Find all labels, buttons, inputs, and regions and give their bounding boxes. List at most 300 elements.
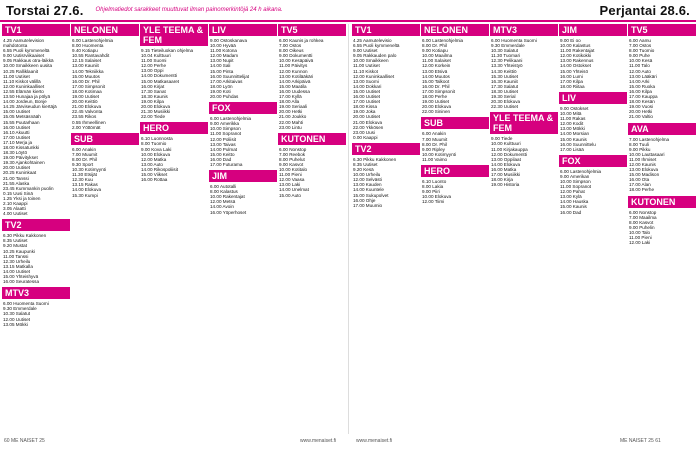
program-listing: 9.00 Amerikka bbox=[210, 121, 240, 127]
right-date-title: Perjantai 28.6. bbox=[599, 2, 690, 18]
program-listing: 20.25 Kuninkaat bbox=[3, 170, 37, 176]
channel-section bbox=[421, 165, 489, 204]
channel-heading: LIV bbox=[209, 24, 277, 36]
program-listing: 7.00 Reebok bbox=[279, 151, 306, 157]
program-listing: 3.05 Alaatti bbox=[3, 206, 26, 212]
program-listing: 6.00 Nonstop bbox=[279, 146, 307, 152]
program-listing: 17.00 Futurama bbox=[210, 161, 243, 167]
program-listing: 9.00 Uutisrviikaaiset bbox=[3, 53, 45, 59]
left-footer bbox=[4, 438, 45, 444]
program-listing: 11.00 Talo bbox=[629, 63, 650, 69]
channel-heading: TV5 bbox=[628, 24, 696, 36]
program-listing: 16.00 Dad bbox=[210, 156, 232, 162]
program-listing: 19.00 Historia bbox=[491, 182, 520, 188]
program-listing: 13.00 Suomi bbox=[353, 78, 379, 84]
program-listing: 10.00 Rakentajat bbox=[210, 194, 245, 200]
program-listing: 9.40 Kotiapu bbox=[72, 48, 98, 54]
program-listing: 9.30 Sport bbox=[72, 161, 94, 167]
program-listing: 18.00 Lyön bbox=[210, 83, 233, 89]
program-listing: 13.15 Matkalla bbox=[3, 263, 33, 269]
program-listing: 13.00 Kylä bbox=[560, 194, 582, 200]
program-listing: 13.00 Laki bbox=[279, 182, 301, 188]
right-footer bbox=[620, 438, 661, 444]
program-listing: 13.00 Oppilaat bbox=[491, 156, 521, 162]
program-listing: 14.00 Sali bbox=[210, 63, 231, 69]
program-listing: 6.00 Anakin bbox=[72, 146, 97, 152]
program-listing: 9.20 Mustat bbox=[3, 243, 28, 249]
channel-section bbox=[2, 24, 70, 216]
program-listing: 14.00 Arki bbox=[629, 78, 650, 84]
program-listing: 6.55 Puoli kymmeneltä bbox=[353, 43, 400, 49]
program-listing: 18.30 Kaunis bbox=[141, 93, 168, 99]
program-listing: 13.00 Kotilääkäri bbox=[279, 73, 314, 79]
left-page-header bbox=[0, 0, 348, 20]
program-listing: 16.00 Dr. Phil bbox=[72, 78, 100, 84]
program-listing: 12.00 Auto bbox=[629, 68, 651, 74]
program-listing: 17.00 Muumio bbox=[353, 202, 383, 208]
program-listing: 11.10 Kiskot välillä bbox=[3, 78, 41, 84]
program-listing: 17.30 Salatut bbox=[491, 83, 519, 89]
program-listing: 17.10 Merja ja bbox=[3, 139, 33, 145]
program-listing: 11.00 Sopranot bbox=[210, 131, 242, 137]
program-listing: 22.00 Sininen bbox=[422, 109, 451, 115]
program-listing: 16.00 Ohje bbox=[353, 197, 376, 203]
program-listing: 21.00 Elokuva bbox=[72, 104, 102, 110]
listing-column bbox=[559, 24, 627, 434]
program-listing: 17.00 Simpsonit bbox=[422, 88, 455, 94]
program-listing: 6.10 Luonto bbox=[422, 178, 447, 184]
program-listing: 12.00 Selvästi bbox=[353, 177, 382, 183]
program-listing: 16.00 Uudessa bbox=[279, 88, 310, 94]
program-listing: 10.30 Kotimyynti bbox=[72, 167, 106, 173]
program-listing: 15.00 Matkasaaret bbox=[141, 78, 180, 84]
program-listing: 10.00 Simpson bbox=[560, 178, 591, 184]
program-listing: 12.00 Korkein bbox=[422, 63, 451, 69]
program-listing: 14.00 Dokumentti bbox=[141, 73, 178, 79]
program-listing: 6.00 Lastenohjelmia bbox=[210, 116, 252, 122]
right-page-header bbox=[348, 0, 696, 20]
program-listing: 10.00 Mitä bbox=[560, 111, 582, 117]
listing-column bbox=[71, 24, 139, 434]
program-listing: 9.00 Puhelin bbox=[629, 224, 655, 230]
program-listing: 20.00 Puhdas bbox=[210, 94, 239, 100]
channel-heading: KUTONEN bbox=[278, 133, 346, 145]
program-listing: 19.00 Uutiset bbox=[72, 94, 100, 100]
program-listing: 9.30 Emmerdale bbox=[3, 306, 37, 312]
channel-heading: MTV3 bbox=[490, 24, 558, 36]
program-listing: 12.00 Dokumentti bbox=[491, 151, 528, 157]
program-listing: 12.30 Pelikaani bbox=[491, 58, 523, 64]
program-listing: 6.00 Lastenohjelmia bbox=[422, 38, 464, 43]
program-listing: 18.00 Perhe bbox=[422, 94, 448, 100]
program-listing: 15.00 Madison bbox=[629, 172, 660, 178]
program-listing: 7.00 Maailma bbox=[629, 214, 657, 220]
program-listing: 14.30 Keittiö bbox=[491, 68, 517, 74]
program-listing: 17.00 Kyllä bbox=[279, 94, 302, 100]
program-listing: 10.00 Kalastus bbox=[560, 43, 591, 49]
program-listing: 15.30 Kumpi bbox=[72, 192, 98, 198]
program-listing: 10.30 Salatut bbox=[3, 311, 31, 317]
channel-section bbox=[421, 24, 489, 114]
program-listing: 20.00 Keittiö bbox=[72, 99, 98, 105]
channel-section bbox=[278, 133, 346, 198]
program-listing: 12.30 Kuu bbox=[72, 177, 93, 183]
program-listing: 15.05 Metsäsnääh bbox=[3, 114, 41, 120]
program-listing: 16.00 Uutiset bbox=[353, 94, 381, 100]
program-listing: 23.00 Uusi bbox=[353, 129, 375, 135]
program-listing: 20.00 Uutiset bbox=[3, 165, 31, 171]
program-listing: 10.00 Elokuva bbox=[422, 194, 452, 200]
program-listing: 12.00 Kuninkaalliset bbox=[3, 83, 45, 89]
center-left-url: www.menaiset.fi bbox=[300, 438, 337, 444]
program-listing: 10.04 Kulttuuri bbox=[141, 53, 171, 59]
program-listing: 16.00 Dr. Phil bbox=[422, 83, 450, 89]
channel-heading: MTV3 bbox=[2, 287, 70, 299]
program-listing: 12.00 Matka bbox=[141, 156, 167, 162]
center-right-url: www.menaiset.fi bbox=[356, 438, 393, 444]
program-listing: 8.00 Puhelut bbox=[279, 156, 305, 162]
channel-section bbox=[352, 143, 420, 208]
program-listing: 9.05 Rakkaus otra-läikkä bbox=[3, 58, 54, 64]
program-listing: 12.00 Madam bbox=[210, 53, 239, 59]
program-listing: 14.00 Jordeun, Bonje bbox=[3, 99, 47, 105]
channel-heading: JIM bbox=[559, 24, 627, 36]
program-listing: 13.00 Elokuva bbox=[629, 167, 659, 173]
program-listing: 22.00 Ykkösen bbox=[353, 124, 384, 130]
program-listing: 12.00 Metsä bbox=[210, 199, 236, 205]
program-listing: 22.00 Mahti bbox=[279, 119, 304, 125]
program-listing: 13.00 Etsivä bbox=[422, 68, 448, 74]
program-listing: 18.00 Perhe bbox=[629, 187, 655, 193]
program-listing: 10.00 Hyvää bbox=[210, 43, 236, 49]
program-listing: 20.00 Hetki bbox=[279, 109, 303, 115]
program-listing: 10.00 Kotimyynti bbox=[422, 151, 456, 157]
program-listing: 2.00 Yöttömät bbox=[72, 124, 101, 130]
channel-heading: KUTONEN bbox=[628, 196, 696, 208]
channel-section bbox=[2, 219, 70, 284]
left-page-number: 60 bbox=[4, 438, 10, 444]
program-listing: 16.00 Ota bbox=[629, 177, 650, 183]
channel-section bbox=[559, 24, 627, 89]
program-listing: 11.30 Tuomari bbox=[491, 53, 521, 59]
program-listing: 20.00 Elokuva bbox=[422, 104, 452, 110]
program-listing: 4.00 Uutiset bbox=[3, 211, 28, 217]
channel-heading: TV5 bbox=[278, 24, 346, 36]
program-listing: 19.00 Seriaali bbox=[279, 104, 308, 110]
program-listing: 13.00 Rakennus bbox=[560, 58, 594, 64]
program-listing: 10.00 Urheilu bbox=[353, 172, 381, 178]
program-listing: 18.00 Kesän bbox=[629, 99, 655, 105]
program-listing: 21.00 Elokuva bbox=[353, 119, 383, 125]
program-listing: 16.00 Suunnittelu bbox=[560, 141, 596, 147]
program-listing: 12.00 Poliisit bbox=[210, 136, 237, 142]
program-listing: 15.00 Uutiset bbox=[353, 88, 381, 94]
channel-section bbox=[490, 24, 558, 109]
program-listing: 16.00 Yöperhoset bbox=[210, 209, 247, 215]
channel-section bbox=[209, 24, 277, 99]
program-listing: 21.00 Valtio bbox=[629, 114, 653, 120]
channel-heading: YLE TEEMA & FEM bbox=[490, 112, 558, 134]
program-listing: 18.00 Kotimaa bbox=[72, 88, 102, 94]
program-listing: 11.00 Rakas bbox=[560, 116, 586, 122]
program-listing: 2.10 Kaappi bbox=[3, 201, 28, 206]
program-listing: 6.00 Aamu bbox=[629, 38, 651, 43]
program-listing: 7.00 Muumit bbox=[72, 151, 98, 157]
program-listing: 8.00 Tuomio bbox=[629, 48, 655, 54]
program-listing: 6.00 Lastenohjelmia bbox=[560, 168, 602, 174]
program-listing: 1.25 Yksi ja toinen bbox=[3, 195, 41, 201]
program-listing: 16.00 Seuratessa bbox=[3, 279, 40, 285]
program-listing: 22.00 Tiede bbox=[141, 114, 166, 120]
program-listing: 15.00 Kaunis bbox=[560, 204, 587, 210]
listing-column bbox=[421, 24, 489, 434]
program-listing: 16.00 Matka bbox=[491, 166, 517, 172]
program-listing: 22.30 Uutiset bbox=[491, 104, 519, 110]
channel-section bbox=[628, 196, 696, 246]
program-listing: 18.30 Uutiset bbox=[491, 88, 519, 94]
program-listing: 17.00 Arkitaivas bbox=[210, 78, 243, 84]
program-listing: 17.00 Uutiset bbox=[353, 99, 381, 105]
channel-section bbox=[278, 24, 346, 130]
program-listing: 13.05 Mökki bbox=[3, 321, 28, 327]
channel-section bbox=[490, 112, 558, 187]
page-gutter bbox=[348, 24, 349, 434]
program-listing: 17.00 Simpsonit bbox=[72, 83, 105, 89]
channel-heading: TV2 bbox=[2, 219, 70, 231]
program-listing: 12.00 Kodit bbox=[560, 121, 584, 127]
program-listing: 16.00 Lumi bbox=[560, 73, 583, 79]
program-listing: 15.00 Yhteisö bbox=[560, 68, 589, 74]
program-listing: 6.00 Nonstop bbox=[629, 209, 657, 215]
listing-column bbox=[352, 24, 420, 434]
program-listing: 12.00 Uutiset bbox=[3, 316, 31, 322]
channel-section bbox=[421, 117, 489, 162]
program-listing: 9.30 Emmerdale bbox=[491, 43, 525, 49]
channel-section bbox=[71, 133, 139, 198]
program-listing: 6.30 Pikku Kakkonen bbox=[3, 233, 47, 239]
program-listing: 10.00 Lauttasaari bbox=[629, 151, 665, 157]
program-listing: 14.00 Dokkari bbox=[353, 83, 382, 89]
program-listing: 14.00 Avoin bbox=[210, 204, 234, 210]
program-listing: 17.00 Uutiset bbox=[3, 134, 31, 140]
program-listing: 14.00 Muutos bbox=[422, 73, 450, 79]
program-listing: 8.00 Tuomio bbox=[141, 141, 167, 147]
program-listing: 18.00 Kirja bbox=[491, 177, 513, 183]
channel-section bbox=[2, 287, 70, 326]
listing-column bbox=[628, 24, 696, 434]
program-listing: 15.00 Muutos bbox=[72, 73, 100, 79]
header-rule bbox=[0, 20, 696, 22]
program-listing: 17.00 Alan bbox=[629, 182, 651, 188]
program-listing: 0.00 Kaappi bbox=[353, 134, 378, 140]
program-listing: 9.00 Ei oo bbox=[560, 38, 581, 43]
channel-section bbox=[628, 123, 696, 193]
program-listing: 11.00 Pieni bbox=[279, 172, 302, 178]
program-listing: 11.30 Etsijät bbox=[72, 172, 97, 178]
program-listing: 12.00 Tiimi bbox=[422, 199, 445, 205]
program-listing: 7.00 Ostos bbox=[279, 43, 302, 49]
program-listing: 11.00 Salaiset bbox=[422, 58, 451, 64]
channel-heading: NELONEN bbox=[71, 24, 139, 36]
program-listing: 13.00 Lääkäri bbox=[629, 73, 657, 79]
program-listing: 14.00 Elokuva bbox=[491, 161, 521, 167]
program-listing: 8.00 Kasvot bbox=[629, 219, 654, 225]
program-listing: 9.00 Puhe bbox=[629, 53, 650, 59]
channel-heading: HERO bbox=[421, 165, 489, 177]
program-listing: 12.00 Pahat bbox=[560, 189, 585, 195]
program-listing: 19.00 Joka bbox=[353, 109, 376, 115]
program-listing: 6.30 Pikku Kakkonen bbox=[353, 156, 397, 162]
program-listing: 12.15 Salaiset bbox=[72, 58, 102, 64]
program-listing: 10.00 Maailma bbox=[422, 53, 453, 59]
program-listing: 15.30 Uutiset bbox=[491, 73, 519, 79]
program-listing: 10.00 Smaikkeen bbox=[353, 58, 389, 64]
listing-column bbox=[140, 24, 208, 434]
program-listing: 20.00 Uutiset bbox=[353, 114, 381, 120]
program-listing: 9.20 Kesä bbox=[353, 167, 374, 173]
program-listing: 10.00 Kulttuuri bbox=[491, 141, 521, 147]
program-listing: 20.00 Hetki bbox=[629, 109, 653, 115]
program-listing: 12.00 Laki bbox=[629, 240, 651, 246]
program-listing: 11.00 Sopranot bbox=[560, 184, 592, 190]
program-listing: 16.00 Rottaa bbox=[141, 177, 168, 183]
program-listing: 9.00 Ostoskanava bbox=[210, 38, 248, 43]
program-listing: 11.00 Vaimo bbox=[422, 156, 448, 162]
program-listing: 15.55 Puutarhaan bbox=[3, 119, 40, 125]
program-listing: 20.30 Elokuva bbox=[491, 99, 521, 105]
program-listing: 14.00 Ostokset bbox=[560, 63, 591, 69]
program-listing: 9.00 Kasvot bbox=[279, 161, 304, 167]
channel-heading: TV1 bbox=[352, 24, 420, 36]
channel-heading: TV1 bbox=[2, 24, 70, 36]
channel-section bbox=[209, 170, 277, 215]
program-listing: 19.00 Vuosi bbox=[629, 104, 654, 110]
program-listing: 15.00 Sukupolvet bbox=[353, 192, 389, 198]
program-listing: 6.55 Puoli kymmeneltä bbox=[3, 48, 50, 54]
program-listing: 18.00 Alla bbox=[279, 99, 300, 105]
program-listing: 13.00 Oppi bbox=[141, 68, 164, 74]
program-listing: 6.00 Anakin bbox=[422, 131, 447, 137]
program-listing: 7.00 Ostos bbox=[629, 43, 652, 49]
program-listing: 6.00 Lastenohjelmia bbox=[72, 38, 114, 43]
program-listing: 10.00 Simpson bbox=[210, 126, 241, 132]
program-listing: 8.00 Dr. Phil bbox=[72, 156, 98, 162]
program-listing: 4.25 Aamutelevision mahdotonta bbox=[3, 38, 45, 49]
channel-section bbox=[559, 92, 627, 152]
channel-heading: FOX bbox=[209, 102, 277, 114]
program-listing: 13.00 Mökki bbox=[560, 126, 585, 132]
program-listing: 16.00 Suunnittelijat bbox=[210, 73, 250, 79]
program-listing: 15.00 Keitto bbox=[210, 151, 235, 157]
program-listing: 7.00 Lastenohjelma bbox=[629, 136, 670, 142]
program-listing: 23.55 Rikos bbox=[72, 114, 97, 120]
right-page-number: 61 bbox=[655, 438, 661, 444]
program-listing: 9.00 Dokumentti bbox=[279, 53, 313, 59]
program-listing: 9.05 Rakkauden palo bbox=[353, 53, 397, 59]
program-listing: 16.30 Kauniit bbox=[491, 78, 518, 84]
channel-heading: AVA bbox=[628, 123, 696, 135]
program-listing: 21.00 Joukko bbox=[279, 114, 307, 120]
program-listing: 12.00 Perhe bbox=[141, 63, 167, 69]
channel-heading: NELONEN bbox=[421, 24, 489, 36]
header-tagline: Ohjelmatiedot sarakkeet muuttuvat ilman painomerkintöjä 24 h aikana. bbox=[95, 7, 283, 13]
program-listing: 10.25 Ralliklaanit bbox=[3, 68, 38, 74]
channel-heading: LIV bbox=[559, 92, 627, 104]
program-listing: 14.00 Kuuntele bbox=[353, 187, 384, 193]
program-listing: 14.00 Hauska bbox=[560, 199, 589, 205]
program-listing: 17.00 Lisää bbox=[560, 146, 584, 152]
program-listing: 10.00 Smaikkeen uusita bbox=[3, 63, 53, 69]
program-listing: 10.30 Salatut bbox=[491, 48, 519, 54]
program-listing: 16.10 Akuutti bbox=[3, 129, 30, 135]
program-listing: 19.00 Koti bbox=[210, 88, 231, 94]
program-listing: 19.30 Serial bbox=[491, 94, 516, 100]
channel-heading: HERO bbox=[140, 122, 208, 134]
program-listing: 19.00 Kilpa bbox=[141, 98, 164, 104]
program-listing: 9.00 Kova Laki bbox=[141, 146, 172, 152]
program-listing: 21.30 Musiikki bbox=[141, 109, 171, 115]
program-listing: 11.00 Uutiset bbox=[353, 63, 380, 69]
channel-section bbox=[628, 24, 696, 120]
program-listing: 16.00 Uutiset bbox=[3, 124, 31, 130]
program-listing: 14.25 Järviseudun kiertäjä bbox=[3, 104, 57, 110]
program-listing: 16.00 Kilpa bbox=[629, 88, 652, 94]
channel-heading: FOX bbox=[559, 155, 627, 167]
program-listing: 18.00 Kissatunkki bbox=[3, 144, 40, 150]
program-listing: 11.00 Kirjakauppa bbox=[491, 146, 528, 152]
program-listing: 23.00 Lintu bbox=[279, 124, 302, 130]
program-listing: 13.00 Auto bbox=[141, 161, 163, 167]
program-listing: 10.55 Rantavahdit bbox=[72, 53, 110, 59]
program-listing: 19.30 Ajankohtainen bbox=[3, 160, 45, 166]
program-listing: 23.45 Kummankin puolin bbox=[3, 185, 54, 191]
program-listing: 15.00 Yhteishyvä bbox=[3, 274, 39, 280]
program-listing: 11.10 Kiskot bbox=[353, 68, 378, 74]
channel-section bbox=[140, 122, 208, 182]
program-listing: 9.00 Piiri bbox=[422, 189, 440, 195]
program-listing: 8.00 Dr. Phil bbox=[422, 141, 448, 147]
program-listing: 15.00 Kaunis bbox=[560, 136, 587, 142]
left-date-title: Torstai 27.6. bbox=[6, 2, 84, 18]
program-listing: 9.00 Pikku bbox=[629, 146, 651, 152]
program-listing: 10.00 Talo bbox=[629, 229, 651, 235]
program-listing: 15.00 Auto bbox=[279, 192, 301, 198]
program-listing: 14.00 Tekniikka bbox=[72, 68, 104, 74]
program-listing: 14.00 Uutiset bbox=[3, 268, 31, 274]
program-listing: 11.00 Kotona bbox=[210, 48, 237, 54]
listing-column bbox=[278, 24, 346, 434]
program-listing: 15.00 Talkoot bbox=[422, 78, 450, 84]
program-listing: 9.15 Tieteiluokan ohjelma bbox=[141, 48, 194, 53]
channel-section bbox=[71, 24, 139, 130]
program-listing: 0.15 Uusi Sinä bbox=[3, 190, 33, 196]
program-listing: 11.00 Tanssi bbox=[3, 253, 29, 259]
program-listing: 16.00 Kirjat bbox=[141, 83, 165, 89]
channel-heading: JIM bbox=[209, 170, 277, 182]
program-listing: 8.35 Uutiset bbox=[3, 238, 28, 244]
program-listing: 4.25 Aamutelevisio bbox=[353, 38, 392, 43]
program-listing: 17.00 Kauppa bbox=[629, 94, 658, 100]
program-listing: 8.35 Uutiset bbox=[353, 161, 378, 167]
program-listing: 8.00 Oikeus bbox=[279, 48, 304, 54]
program-listing: 18.30 Löytö bbox=[3, 150, 28, 156]
program-listing: 15.00 Uutiset bbox=[3, 109, 31, 115]
channel-section bbox=[209, 102, 277, 167]
program-listing: 13.00 Kauniit bbox=[72, 63, 99, 69]
program-listing: 6.00 Huomenta Suomi bbox=[491, 38, 537, 43]
program-listing: 14.00 Arkipäivä bbox=[279, 78, 311, 84]
program-listing: 19.00 Päivitykset bbox=[3, 155, 38, 161]
